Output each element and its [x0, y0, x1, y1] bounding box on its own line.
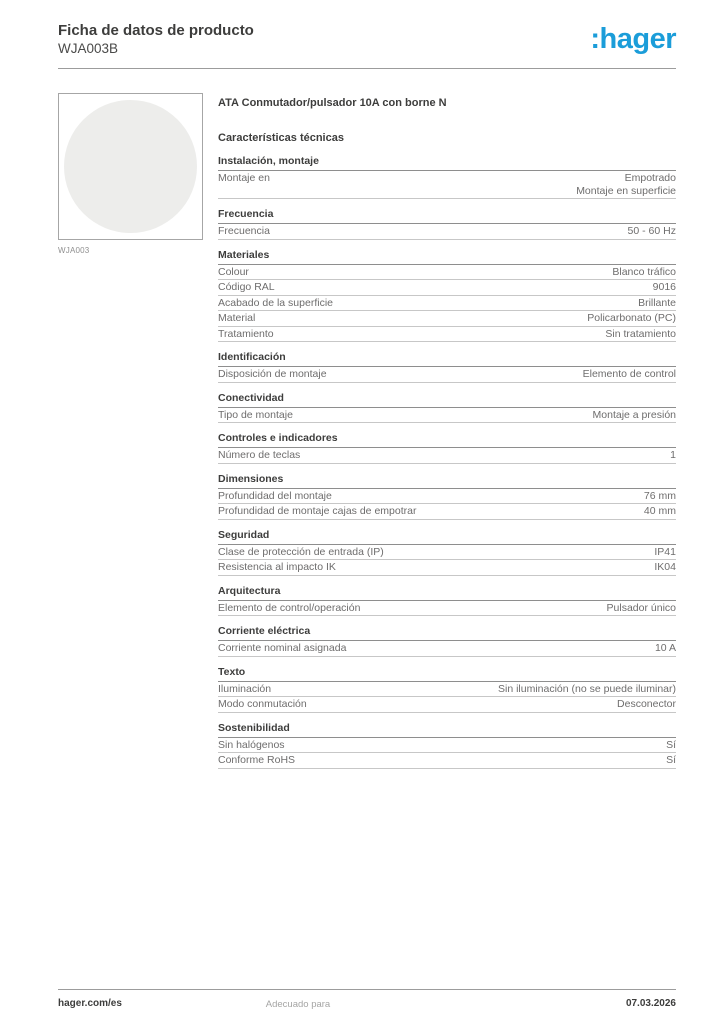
- spec-value-line: 76 mm: [643, 489, 676, 502]
- page-footer: [58, 989, 676, 1009]
- spec-row: [218, 171, 676, 199]
- spec-rows: [218, 682, 676, 713]
- spec-row: [218, 545, 676, 561]
- product-image-caption: WJA003: [58, 246, 90, 255]
- spec-value-line: 40 mm: [643, 505, 676, 517]
- spec-row-value: [670, 449, 676, 462]
- spec-section: [218, 392, 676, 424]
- specs-column: [218, 93, 676, 769]
- spec-value-line: Sí: [666, 754, 676, 766]
- spec-row-label: Número de teclas: [218, 449, 301, 461]
- spec-row-value: [612, 266, 676, 279]
- spec-section-title: Materiales: [218, 249, 676, 265]
- spec-row-value: [654, 546, 676, 559]
- spec-section-title: Identificación: [218, 351, 676, 367]
- footer-website: hager.com/es: [58, 998, 122, 1009]
- spec-value-line: Elemento de control: [582, 368, 676, 380]
- spec-row: [218, 738, 676, 754]
- spec-section-title: Texto: [218, 666, 676, 682]
- spec-row-value: [587, 312, 676, 325]
- spec-section: [218, 351, 676, 383]
- spec-row-label: Clase de protección de entrada (IP): [218, 545, 384, 558]
- spec-section-title: Sostenibilidad: [218, 722, 676, 738]
- spec-row-label: Modo conmutación: [218, 698, 307, 710]
- spec-row-value: [617, 698, 676, 711]
- spec-row-label: Código RAL: [218, 281, 275, 293]
- spec-row-value: [666, 754, 676, 767]
- spec-value-line: Montaje a presión: [592, 408, 676, 421]
- spec-section-title: Arquitectura: [218, 585, 676, 601]
- spec-row: [218, 448, 676, 464]
- spec-row-label: Tratamiento: [218, 327, 274, 340]
- spec-row-label: Corriente nominal asignada: [218, 642, 347, 654]
- spec-row-value: [498, 683, 676, 696]
- spec-row: [218, 224, 676, 240]
- spec-value-line: Sí: [666, 738, 676, 751]
- specs-heading: Características técnicas: [218, 132, 344, 144]
- spec-rows: [218, 489, 676, 520]
- spec-row-label: Frecuencia: [218, 225, 270, 237]
- spec-row-label: Montaje en: [218, 172, 270, 184]
- spec-rows: [218, 545, 676, 576]
- spec-row-label: Colour: [218, 265, 249, 278]
- spec-row-label: Resistencia al impacto IK: [218, 561, 336, 573]
- product-title: ATA Conmutador/pulsador 10A con borne N: [218, 97, 447, 109]
- product-photo-placeholder: [64, 100, 197, 233]
- spec-value-line: Blanco tráfico: [612, 265, 676, 278]
- spec-rows: [218, 641, 676, 657]
- spec-row: [218, 280, 676, 296]
- spec-section: [218, 529, 676, 576]
- spec-row-value: [653, 281, 676, 294]
- spec-rows: [218, 738, 676, 769]
- spec-value-line: Desconector: [617, 698, 676, 710]
- spec-row-value: [607, 602, 676, 615]
- spec-value-line: Empotrado: [624, 172, 676, 184]
- footer-suitable-for: Adecuado para: [265, 999, 331, 1010]
- spec-rows: [218, 408, 676, 424]
- spec-row-value: [655, 642, 676, 655]
- spec-row-label: Sin halógenos: [218, 738, 285, 751]
- spec-rows: [218, 265, 676, 343]
- footer-date: 07.03.2026: [625, 998, 676, 1009]
- spec-row: [218, 601, 676, 617]
- spec-value-line: IP41: [654, 545, 676, 558]
- spec-section: [218, 666, 676, 713]
- spec-row: [218, 327, 676, 343]
- spec-section-title: Dimensiones: [218, 473, 676, 489]
- spec-section-title: Controles e indicadores: [218, 432, 676, 448]
- spec-row: [218, 265, 676, 281]
- spec-value-line: Brillante: [638, 296, 676, 309]
- spec-section-title: Frecuencia: [218, 208, 676, 224]
- spec-rows: [218, 448, 676, 464]
- spec-row-value: [583, 368, 676, 381]
- spec-section: [218, 473, 676, 520]
- spec-row: [218, 504, 676, 520]
- spec-value-line: Sin tratamiento: [605, 327, 676, 340]
- spec-rows: [218, 224, 676, 240]
- content: [58, 93, 676, 769]
- spec-row-value: [666, 739, 676, 752]
- spec-row-label: Conforme RoHS: [218, 754, 296, 766]
- spec-row-value: [628, 225, 676, 238]
- spec-rows: [218, 171, 676, 199]
- product-image-frame: [58, 93, 203, 240]
- spec-sections: [218, 155, 676, 769]
- spec-section-title: Instalación, montaje: [218, 155, 676, 171]
- spec-row-value: [593, 409, 676, 422]
- spec-rows: [218, 601, 676, 617]
- spec-row: [218, 296, 676, 312]
- spec-section: [218, 208, 676, 240]
- product-code: WJA003B: [58, 41, 119, 56]
- page-header: [58, 22, 676, 57]
- page-title: Ficha de datos de producto: [58, 22, 254, 39]
- spec-row-value: [605, 328, 676, 341]
- spec-section: [218, 585, 676, 617]
- spec-row: [218, 641, 676, 657]
- spec-row-label: Iluminación: [218, 682, 272, 695]
- spec-value-line: 9016: [652, 281, 676, 293]
- spec-section: [218, 155, 676, 199]
- spec-value-line: 10 A: [654, 642, 676, 654]
- header-title-block: [58, 22, 254, 57]
- spec-row-label: Material: [218, 312, 256, 324]
- spec-value-line: IK04: [654, 561, 676, 573]
- spec-row: [218, 697, 676, 713]
- spec-section-title: Conectividad: [218, 392, 676, 408]
- spec-value-line: Pulsador único: [606, 601, 676, 614]
- spec-row-value: [576, 172, 676, 197]
- spec-section: [218, 722, 676, 769]
- spec-row-label: Elemento de control/operación: [218, 601, 361, 614]
- spec-value-line: 1: [670, 449, 676, 461]
- spec-section: [218, 625, 676, 657]
- spec-row-value: [654, 561, 676, 574]
- spec-value-line: Montaje en superficie: [576, 184, 676, 197]
- spec-row: [218, 408, 676, 424]
- spec-section: [218, 432, 676, 464]
- spec-section-title: Seguridad: [218, 529, 676, 545]
- spec-row-value: [644, 505, 676, 518]
- spec-row-label: Profundidad del montaje: [218, 489, 332, 502]
- spec-row: [218, 753, 676, 769]
- spec-row-label: Acabado de la superficie: [218, 296, 333, 309]
- spec-row: [218, 682, 676, 698]
- spec-row: [218, 311, 676, 327]
- spec-value-line: 50 - 60 Hz: [627, 225, 676, 237]
- spec-value-line: Sin iluminación (no se puede iluminar): [497, 682, 676, 695]
- spec-row-value: [644, 490, 676, 503]
- spec-row: [218, 367, 676, 383]
- header-divider: [58, 68, 676, 69]
- spec-value-line: Policarbonato (PC): [587, 312, 676, 324]
- spec-section: [218, 249, 676, 343]
- spec-row: [218, 560, 676, 576]
- spec-row-label: Tipo de montaje: [218, 408, 293, 421]
- spec-rows: [218, 367, 676, 383]
- spec-section-title: Corriente eléctrica: [218, 625, 676, 641]
- spec-row: [218, 489, 676, 505]
- spec-row-value: [638, 297, 676, 310]
- spec-row-label: Disposición de montaje: [218, 368, 327, 380]
- hager-logo: :hager: [590, 23, 676, 55]
- product-image-column: [58, 93, 203, 769]
- spec-row-label: Profundidad de montaje cajas de empotrar: [218, 505, 417, 517]
